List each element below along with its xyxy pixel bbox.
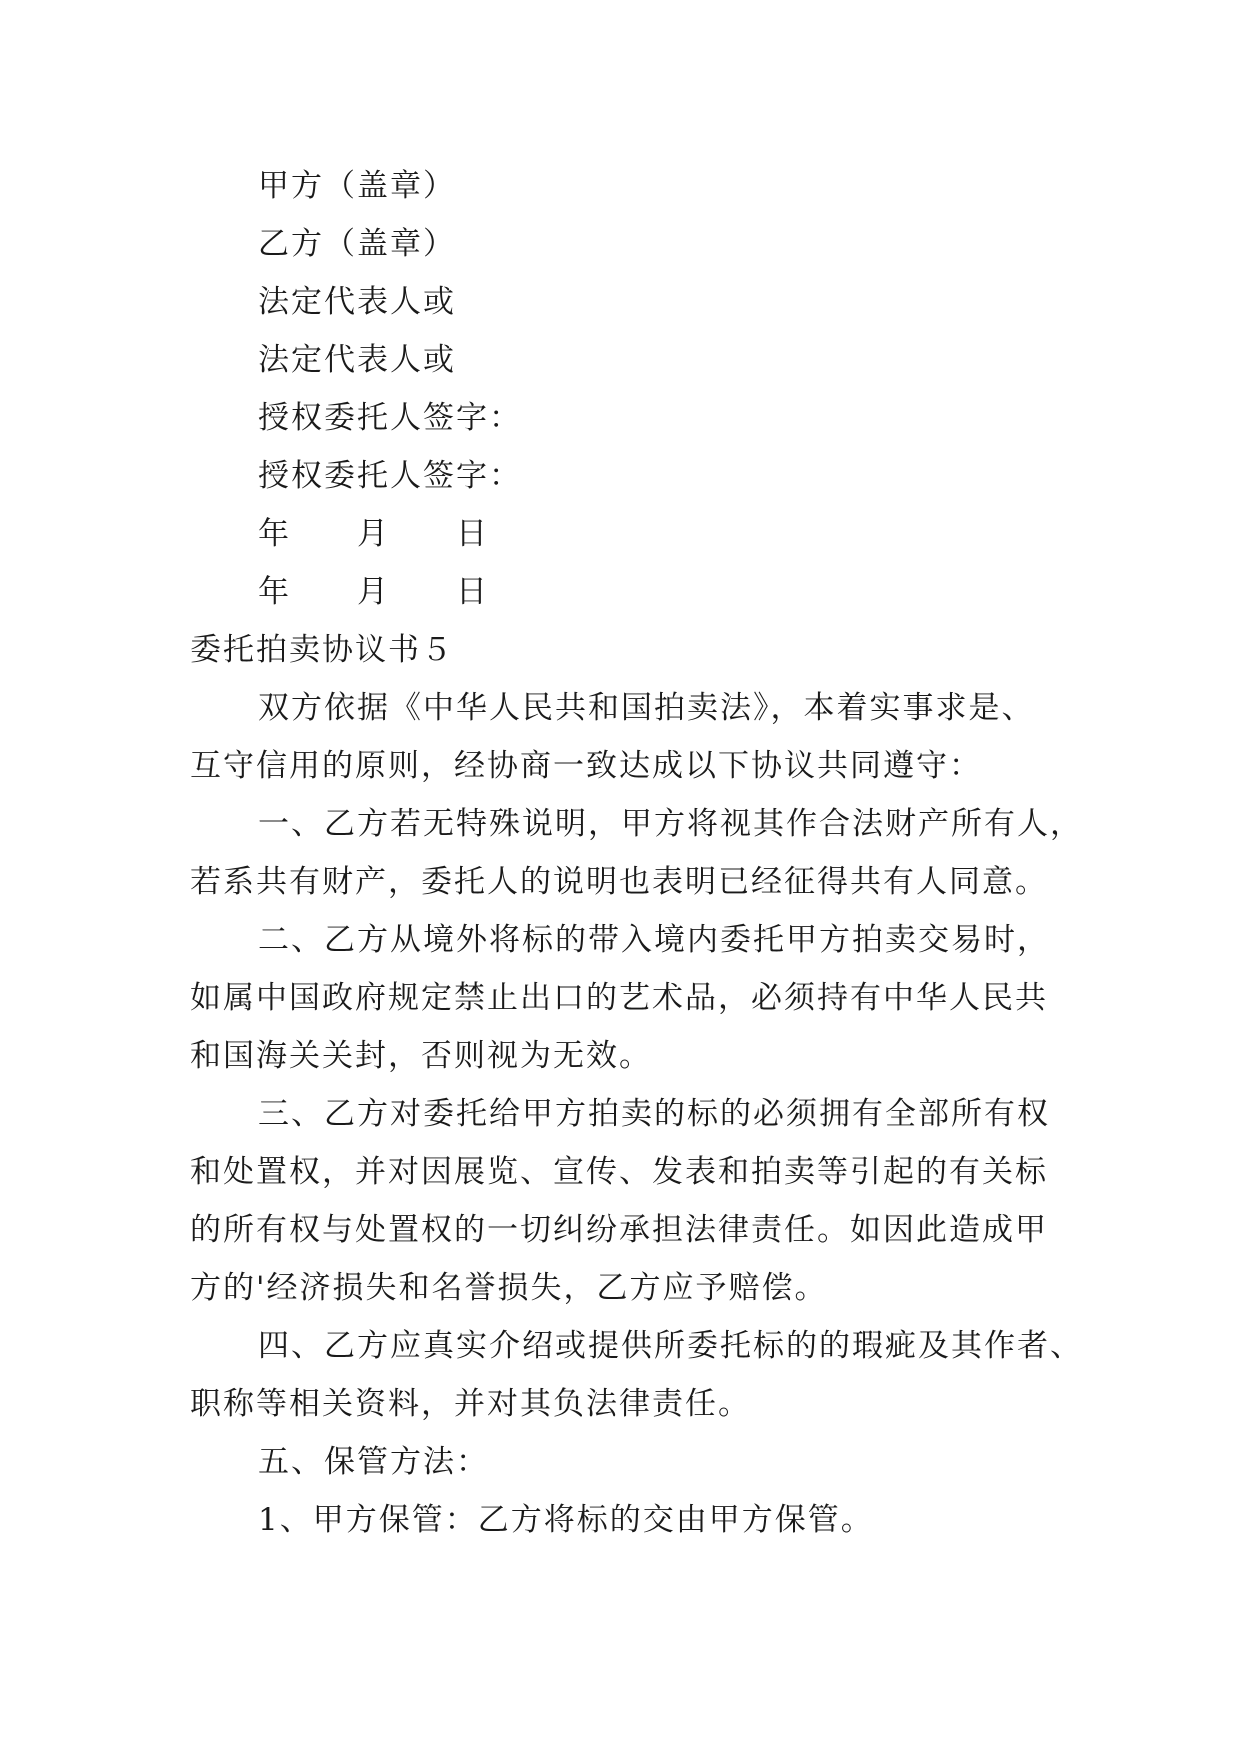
- signature-legal-rep-b: 法定代表人或: [258, 342, 456, 378]
- paragraph-line: 二、乙方从境外将标的带入境内委托甲方拍卖交易时，: [258, 922, 1050, 958]
- section-title: 委托拍卖协议书５: [190, 632, 454, 668]
- paragraph-line: 一、乙方若无特殊说明，甲方将视其作合法财产所有人，: [258, 806, 1083, 842]
- paragraph-line: 五、保管方法：: [258, 1444, 489, 1480]
- paragraph-line: 方的'经济损失和名誉损失，乙方应予赔偿。: [190, 1270, 828, 1306]
- paragraph-line: 和国海关关封，否则视为无效。: [190, 1038, 652, 1074]
- paragraph-line: 三、乙方对委托给甲方拍卖的标的必须拥有全部所有权: [258, 1096, 1050, 1132]
- signature-date-b: 年 月 日: [258, 574, 489, 610]
- paragraph-line: 如属中国政府规定禁止出口的艺术品，必须持有中华人民共: [190, 980, 1048, 1016]
- paragraph-line: 双方依据《中华人民共和国拍卖法》，本着实事求是、: [258, 690, 1035, 726]
- paragraph-line: 互守信用的原则，经协商一致达成以下协议共同遵守：: [190, 748, 982, 784]
- paragraph-line: 若系共有财产，委托人的说明也表明已经征得共有人同意。: [190, 864, 1048, 900]
- paragraph-line: 职称等相关资料，并对其负法律责任。: [190, 1386, 751, 1422]
- paragraph-line: 1、甲方保管：乙方将标的交由甲方保管。: [258, 1502, 874, 1538]
- paragraph-line: 四、乙方应真实介绍或提供所委托标的的瑕疵及其作者、: [258, 1328, 1083, 1364]
- paragraph-line: 的所有权与处置权的一切纠纷承担法律责任。如因此造成甲: [190, 1212, 1048, 1248]
- paragraph-line: 和处置权，并对因展览、宣传、发表和拍卖等引起的有关标: [190, 1154, 1048, 1190]
- signature-legal-rep-a: 法定代表人或: [258, 284, 456, 320]
- signature-date-a: 年 月 日: [258, 516, 489, 552]
- signature-authorized-a: 授权委托人签字：: [258, 400, 522, 436]
- signature-party-a-seal: 甲方（盖章）: [258, 168, 456, 204]
- signature-authorized-b: 授权委托人签字：: [258, 458, 522, 494]
- signature-party-b-seal: 乙方（盖章）: [258, 226, 456, 262]
